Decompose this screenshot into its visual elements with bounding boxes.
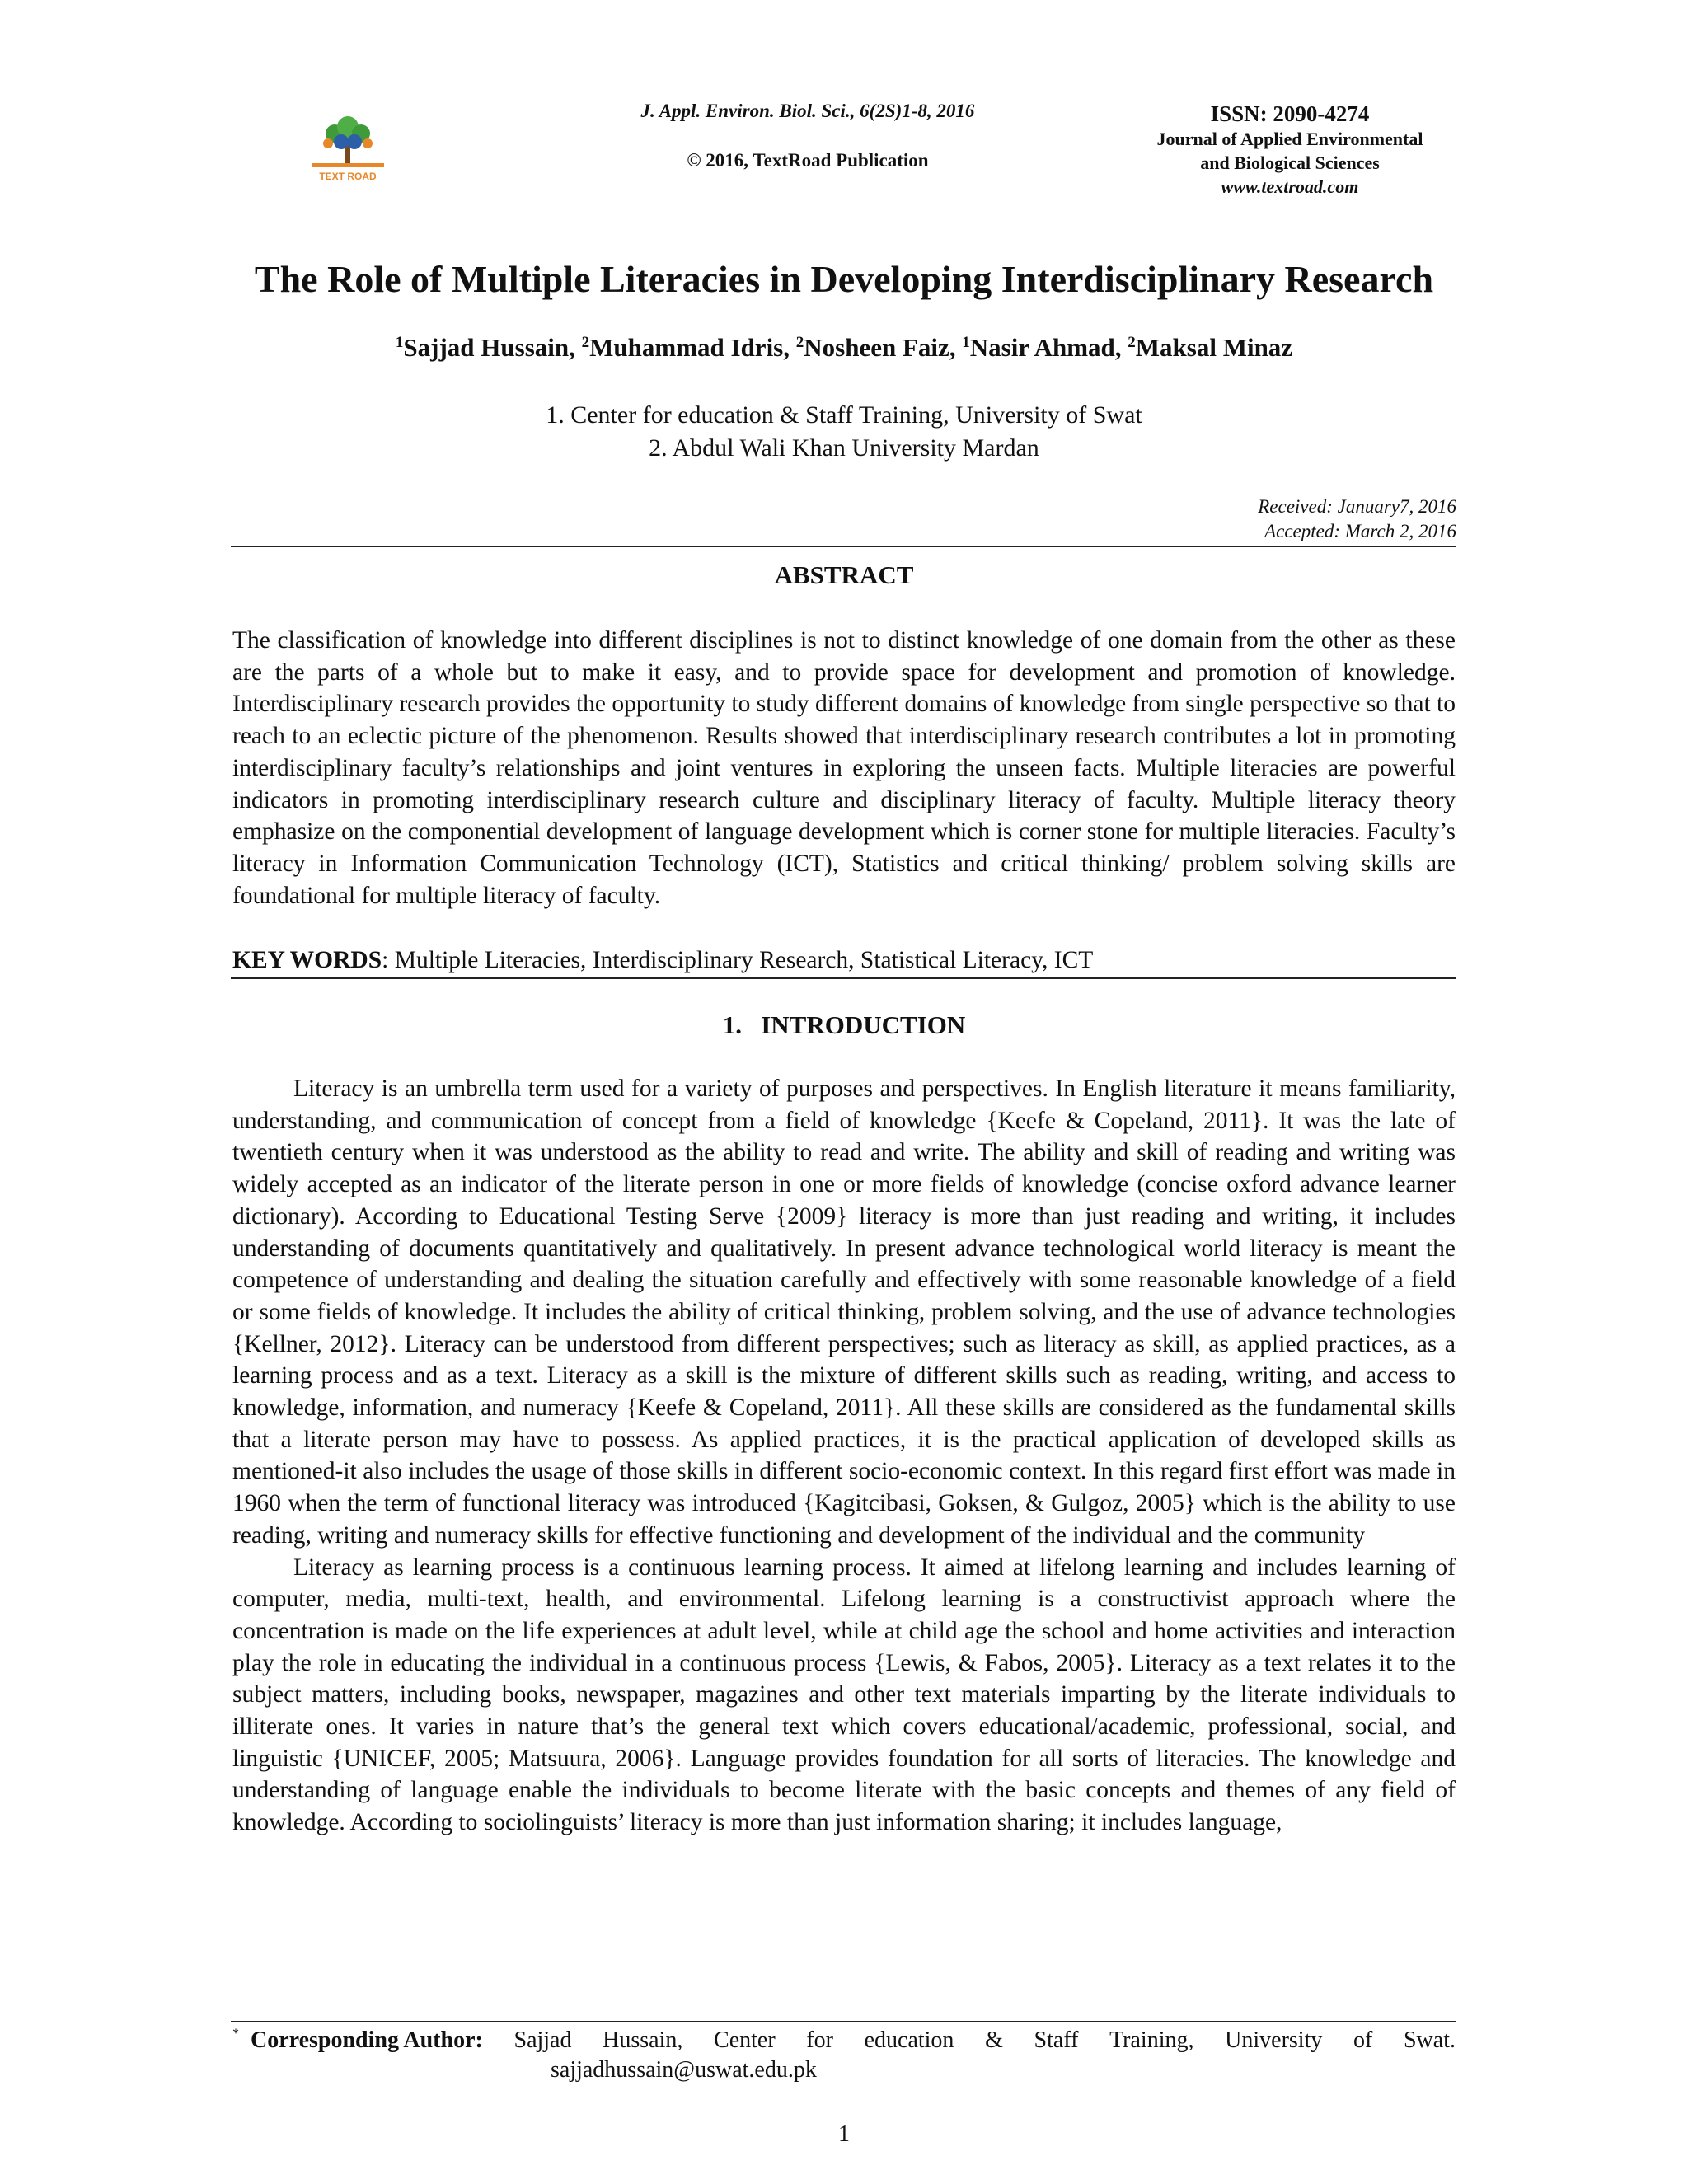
footnote-rule — [231, 2021, 1456, 2022]
author-list — [0, 333, 1688, 363]
introduction-body — [232, 1073, 1456, 1839]
keywords-label: KEY WORDS — [232, 947, 382, 973]
affiliation-1: 1. Center for education & Staff Training, University of Swat — [546, 401, 1142, 429]
footnote-label-group — [232, 2026, 483, 2055]
accepted-date: Accepted: March 2, 2016 — [1264, 521, 1456, 541]
intro-paragraph-2: Literacy as learning process is a continuous learning process. It aimed at lifelong learning and includes learning of computer, media, multi-text, health, and environmental. Lifelong learning is a constructivist approach where the concentration is made on the life experiences at adult level, while at child age the school and home activities and interaction play the role in educating the individual in a continuous process {Lewis, & Fabos, 2005}. Literacy as a text relates it to the subject matters, including books, newspaper, magazines and other text materials imparting by the literate individuals to illiterate ones. It varies in nature that’s the general text which covers educational/academic, professional, social, and linguistic {UNICEF, 2005; Matsuura, 2006}. Language provides foundation for all sorts of literacies. The knowledge and understanding of language enable the individuals to become literate with the basic concepts and themes of any field of knowledge. According to sociolinguists’ literacy is more than just information sharing; it includes language, — [232, 1554, 1456, 1836]
corresponding-author-footnote — [232, 2026, 1456, 2085]
author-1-affil: 1 — [395, 334, 404, 351]
intro-paragraph-1: Literacy is an umbrella term used for a variety of purposes and perspectives. In English literature it means familiarity, understanding, and communication of concept from a field of knowledge {Keefe & Copeland, 2011}. It was the late of twentieth century when it was understood as the ability to read and write. The ability and skill of reading and writing was widely accepted as an indicator of the literate person in one or more fields of knowledge (concise oxford advance learner dictionary). According to Educational Testing Serve {2009} literacy is more than just reading and writing, it includes understanding of documents quantitatively and qualitatively. In present advance technological world literacy is meant the competence of understanding and dealing the situation carefully and effectively with some reasonable knowledge of a field or some fields of knowledge. It includes the ability of critical thinking, problem solving, and the use of advance technologies {Kellner, 2012}. Literacy can be understood from different perspectives; such as literacy as skill, as applied practices, as a learning process and as a text. Literacy as a skill is the mixture of different skills such as reading, writing, and access to knowledge, information, and numeracy {Keefe & Copeland, 2011}. All these skills are considered as the fundamental skills that a literate person may have to possess. As applied practices, it is the practical application of developed skills as mentioned-it also includes the usage of those skills in different socio-economic context. In this regard first effort was made in 1960 when the term of functional literacy was introduced {Kagitcibasi, Goksen, & Gulgoz, 2005} which is the ability to use reading, writing and numeracy skills for effective functioning and development of the individual and the community — [232, 1076, 1456, 1549]
affiliation-2: 2. Abdul Wali Khan University Mardan — [649, 434, 1039, 462]
footnote-word: University — [1225, 2027, 1323, 2053]
footnote-line-1 — [232, 2026, 1456, 2055]
footnote-label: Corresponding Author: — [251, 2027, 483, 2053]
introduction-heading: 1. INTRODUCTION — [722, 1010, 966, 1039]
journal-website: www.textroad.com — [1221, 176, 1359, 197]
footnote-mark: * — [232, 2027, 239, 2041]
keywords-line — [232, 944, 1093, 977]
journal-citation-block — [577, 101, 1039, 171]
footnote-word: Sajjad — [513, 2027, 572, 2053]
footnote-word: & — [985, 2027, 1003, 2053]
paper-title: The Role of Multiple Literacies in Developing Interdisciplinary Research — [254, 258, 1434, 300]
author-4: Nasir Ahmad, — [969, 333, 1122, 362]
abstract-top-rule — [231, 546, 1456, 547]
footnote-word: education — [864, 2027, 954, 2053]
abstract-bottom-rule — [231, 977, 1456, 979]
footnote-word: of — [1353, 2027, 1373, 2053]
footnote-word: Staff — [1034, 2027, 1079, 2053]
textroad-logo — [298, 114, 397, 185]
author-5: Maksal Minaz — [1135, 333, 1293, 362]
abstract-body — [232, 625, 1456, 912]
keywords-list: : Multiple Literacies, Interdisciplinary Research, Statistical Literacy, ICT — [382, 947, 1094, 973]
footnote-word: Hussain, — [603, 2027, 683, 2053]
tree-logo-icon — [298, 114, 397, 185]
abstract-text: The classification of knowledge into different disciplines is not to distinct knowledge of one domain from the other as these are the parts of a whole but to make it easy, and to provide space for development and promotion of knowledge. Interdisciplinary research provides the opportunity to study different domains of knowledge from single perspective so that to reach to an eclectic picture of the phenomenon. Results showed that interdisciplinary research contributes a lot in promoting interdisciplinary faculty’s relationships and joint ventures in exploring the unseen facts. Multiple literacies are powerful indicators in promoting interdisciplinary research culture and disciplinary literacy of faculty. Multiple literacy theory emphasize on the componential development of language development which is corner stone for multiple literacies. Faculty’s literacy in Information Communication Technology (ICT), Statistics and critical thinking/ problem solving skills are foundational for multiple literacy of faculty. — [232, 627, 1456, 909]
author-3: Nosheen Faiz, — [804, 333, 956, 362]
journal-info-block — [1125, 101, 1455, 199]
affiliations — [0, 399, 1688, 465]
received-date: Received: January7, 2016 — [1258, 496, 1456, 517]
footnote-word: for — [806, 2027, 833, 2053]
journal-citation: J. Appl. Environ. Biol. Sci., 6(2S)1-8, 2016 — [640, 101, 975, 121]
author-1: Sajjad Hussain, — [403, 333, 575, 362]
footnote-word: Swat. — [1403, 2027, 1456, 2053]
copyright-line: © 2016, TextRoad Publication — [687, 150, 929, 171]
journal-name-line1: Journal of Applied Environmental — [1156, 129, 1423, 149]
author-3-affil: 2 — [795, 334, 804, 351]
page-number: 1 — [838, 2121, 850, 2147]
journal-name-line2: and Biological Sciences — [1200, 152, 1380, 173]
author-2-affil: 2 — [581, 334, 590, 351]
author-4-affil: 1 — [962, 334, 970, 351]
issn: ISSN: 2090-4274 — [1210, 101, 1370, 126]
submission-dates — [1258, 494, 1456, 544]
author-2: Muhammad Idris, — [589, 333, 790, 362]
footnote-word: Training, — [1109, 2027, 1194, 2053]
author-5-affil: 2 — [1128, 334, 1136, 351]
author-email[interactable]: sajjadhussain@uswat.edu.pk — [551, 2057, 817, 2083]
abstract-heading: ABSTRACT — [774, 560, 914, 589]
logo-wordmark: TEXT ROAD — [319, 171, 377, 182]
footnote-word: Center — [714, 2027, 776, 2053]
